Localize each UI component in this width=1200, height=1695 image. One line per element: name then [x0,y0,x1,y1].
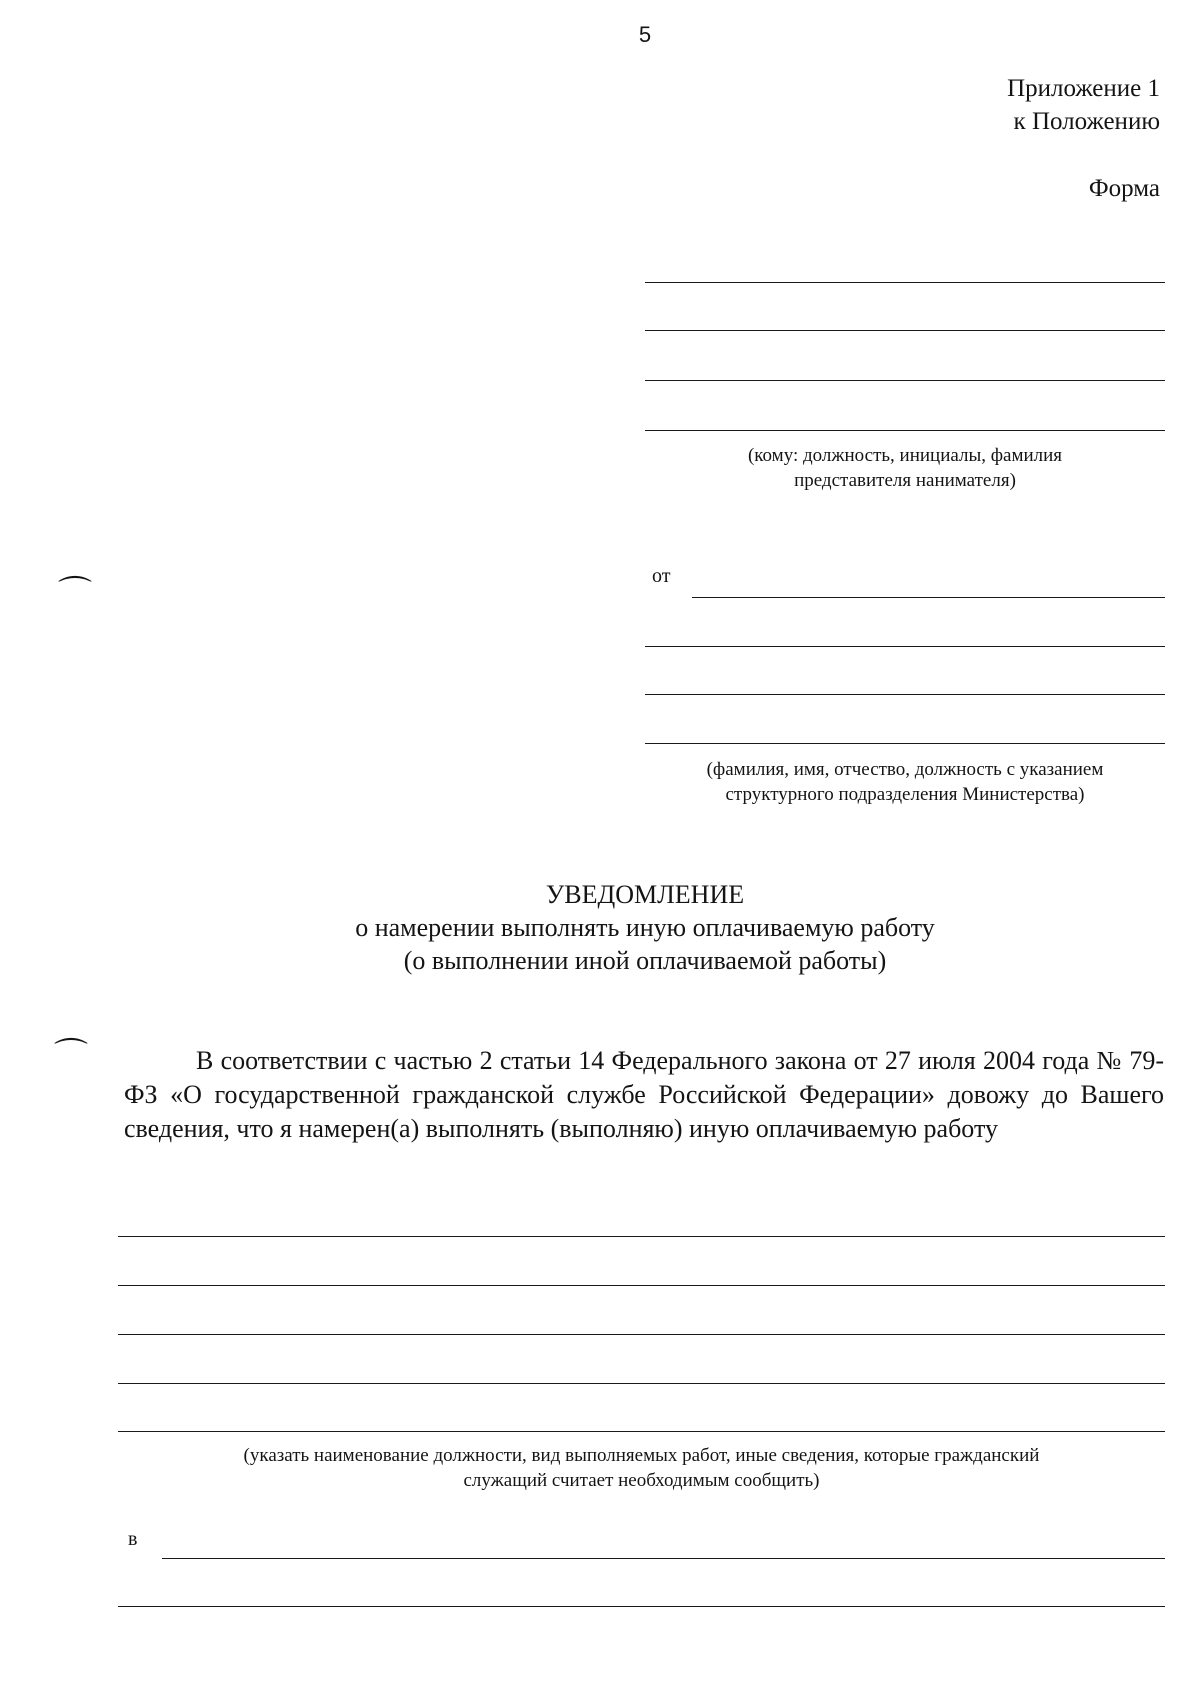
recipient-caption-line-1: (кому: должность, инициалы, фамилия [747,445,1063,466]
place-line-1[interactable] [162,1558,1165,1559]
place-label: в [128,1528,138,1550]
work-description-line-5[interactable] [118,1431,1165,1432]
notice-body-paragraph: В соответствии с частью 2 статьи 14 Федерального закона от 27 июля 2004 года № 79-ФЗ «О государственной гражданской службе Российской Федерации» довожу до Вашего сведения, что я намерен(а) выполнять (выполняю) иную оплачиваемую работу [124,1046,1164,1143]
recipient-line-2[interactable] [645,330,1165,331]
notice-subtitle-line-2: (о выполнении иной оплачиваемой работы) [403,946,887,975]
sender-line-1[interactable] [692,597,1165,598]
work-caption-line-1: (указать наименование должности, вид выполняемых работ, иные сведения, которые гражданский [243,1445,1040,1466]
recipient-caption-line-2: представителя нанимателя) [794,470,1016,491]
sender-line-2[interactable] [645,646,1165,647]
sender-caption-line-1: (фамилия, имя, отчество, должность с указанием [706,759,1104,780]
sender-caption [645,757,1165,807]
work-caption [118,1443,1165,1493]
work-caption-line-2: служащий считает необходимым сообщить) [463,1470,820,1491]
page-number: 5 [638,22,652,47]
margin-mark-2: ⌒ [54,1038,88,1075]
notice-subtitle-line-1: о намерении выполнять иную оплачиваемую работу [355,913,935,942]
work-description-line-1[interactable] [118,1236,1165,1237]
work-description-line-4[interactable] [118,1383,1165,1384]
work-description-line-2[interactable] [118,1285,1165,1286]
recipient-line-3[interactable] [645,380,1165,381]
margin-mark-1: ⌒ [58,576,92,613]
form-label: Форма [1088,175,1160,202]
sender-line-3[interactable] [645,694,1165,695]
sender-caption-line-2: структурного подразделения Министерства) [725,784,1085,805]
appendix-number: Приложение 1 [1007,75,1160,102]
place-line-2[interactable] [118,1606,1165,1607]
recipient-line-4[interactable] [645,430,1165,431]
notice-title [0,878,1200,977]
work-description-line-3[interactable] [118,1334,1165,1335]
appendix-reference [1007,72,1160,138]
appendix-to-regulation: к Положению [1013,108,1160,135]
from-label: от [652,565,671,587]
sender-line-4[interactable] [645,743,1165,744]
recipient-line-1[interactable] [645,282,1165,283]
recipient-caption [645,443,1165,493]
notice-heading: УВЕДОМЛЕНИЕ [545,880,745,909]
